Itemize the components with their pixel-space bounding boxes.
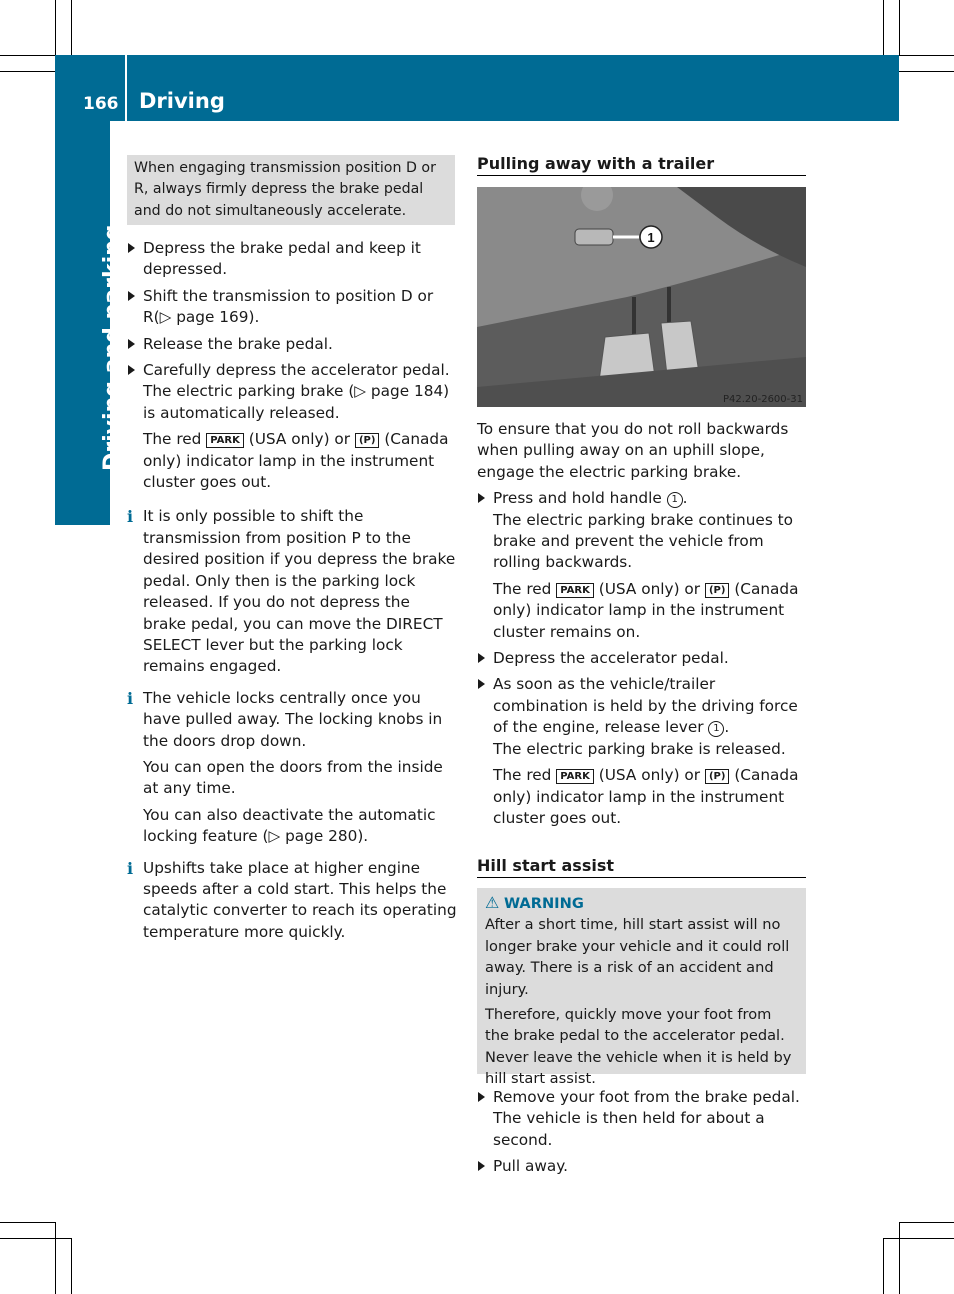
step-item: Remove your foot from the brake pedal. xyxy=(477,1087,808,1108)
parking-brake-lamp-icon: (P) xyxy=(355,433,379,448)
crop-mark xyxy=(883,0,884,55)
crop-mark xyxy=(71,0,72,55)
side-tab-label: Driving and parking xyxy=(100,224,125,471)
crop-mark xyxy=(883,1238,954,1239)
lamp-note: The red PARK (USA only) or (P) (Canada only) indicator lamp in the instrument cluster goes out. xyxy=(493,766,799,827)
step-item: Shift the transmission to position D or R(▷ page 169). xyxy=(127,286,457,329)
lamp-note: The red PARK (USA only) or (P) (Canada only) indicator lamp in the instrument cluster goes out. xyxy=(143,430,449,492)
callout-1-icon: 1 xyxy=(708,721,724,737)
bullet-arrow-icon xyxy=(478,493,485,503)
svg-text:1: 1 xyxy=(647,230,655,245)
lamp-note: The red PARK (USA only) or (P) (Canada only) indicator lamp in the instrument cluster remains on. xyxy=(493,579,799,641)
crop-mark xyxy=(0,1222,55,1223)
info-icon: i xyxy=(127,858,134,878)
crop-mark xyxy=(899,0,900,55)
info-note: i The vehicle locks centrally once you have pulled away. The locking knobs in the doors drop down. xyxy=(127,688,443,750)
callout-1-icon: 1 xyxy=(667,492,683,508)
step-item: Depress the accelerator pedal. xyxy=(477,648,808,669)
page-number: 166 xyxy=(83,94,119,114)
section-heading: Hill start assist xyxy=(477,855,806,878)
bullet-arrow-icon xyxy=(128,365,135,375)
crop-mark xyxy=(899,71,954,72)
info-note: i Upshifts take place at higher engine speeds after a cold start. This helps the catalytic converter to reach its operating temperature more quickly. xyxy=(127,858,457,941)
bullet-arrow-icon xyxy=(128,243,135,253)
page-title: Driving xyxy=(139,89,225,113)
crop-mark xyxy=(0,55,55,56)
crop-mark xyxy=(71,1238,72,1294)
park-lamp-icon: PARK xyxy=(556,769,594,784)
footwell-photo xyxy=(477,187,806,407)
intro-paragraph: To ensure that you do not roll backwards when pulling away on an uphill slope, engage the electric parking brake. xyxy=(477,420,789,481)
crop-mark xyxy=(0,71,55,72)
crop-mark xyxy=(899,55,954,56)
info-icon: i xyxy=(127,507,134,527)
parking-brake-lamp-icon: (P) xyxy=(705,769,729,784)
step-item: As soon as the vehicle/trailer combination is held by the driving force of the engine, release lever 1 . xyxy=(477,674,808,738)
crop-mark xyxy=(0,1238,71,1239)
step-item: Carefully depress the accelerator pedal. The electric parking brake (▷ page 184) is automatically released. xyxy=(127,360,457,424)
bullet-arrow-icon xyxy=(128,339,135,349)
right-column-bottom xyxy=(477,1087,808,1178)
warning-title: WARNING xyxy=(503,895,584,912)
caution-note-text: When engaging transmission position D or R, always firmly depress the brake pedal and do not simultaneously accelerate. xyxy=(134,160,436,219)
park-lamp-icon: PARK xyxy=(556,583,594,598)
step-item: Pull away. xyxy=(477,1156,808,1177)
crop-mark xyxy=(899,1222,954,1223)
section-heading: Pulling away with a trailer xyxy=(477,153,806,176)
bullet-arrow-icon xyxy=(478,679,485,689)
parking-brake-lamp-icon: (P) xyxy=(705,583,729,598)
info-icon: i xyxy=(127,688,134,708)
pedal-illustration xyxy=(477,187,806,407)
header-divider xyxy=(125,55,127,121)
warning-text: After a short time, hill start assist will no longer brake your vehicle and it could roll away. There is a risk of an accident and injury. xyxy=(485,916,790,998)
bullet-arrow-icon xyxy=(478,1092,485,1102)
step-item: Depress the brake pedal and keep it depressed. xyxy=(127,238,457,281)
caution-note xyxy=(127,155,455,225)
bullet-arrow-icon xyxy=(478,1161,485,1171)
info-paragraph: You can also deactivate the automatic locking feature (▷ page 280). xyxy=(143,805,436,846)
warning-icon: ⚠ xyxy=(485,893,500,912)
step-detail: The vehicle is then held for about a second. xyxy=(493,1109,765,1149)
warning-text: Therefore, quickly move your foot from the brake pedal to the accelerator pedal. Never leave the vehicle when it is held by hill start assist. xyxy=(485,1006,792,1088)
bullet-arrow-icon xyxy=(128,291,135,301)
figure-code: P42.20-2600-31 xyxy=(722,394,803,405)
park-lamp-icon: PARK xyxy=(206,433,244,448)
step-item: Release the brake pedal. xyxy=(127,334,457,355)
bullet-arrow-icon xyxy=(478,653,485,663)
warning-box xyxy=(477,888,806,1088)
info-paragraph: You can open the doors from the inside at any time. xyxy=(143,757,443,798)
step-detail: The electric parking brake is released. xyxy=(493,739,786,758)
crop-mark xyxy=(899,1222,900,1294)
crop-mark xyxy=(883,1238,884,1294)
step-detail: The electric parking brake continues to brake and prevent the vehicle from rolling backwards. xyxy=(493,510,794,572)
info-note: i It is only possible to shift the transmission from position P to the desired position if you depress the brake pedal. Only then is the parking lock released. If you do not depress the brake pedal, you can move the DIRECT SELECT lever but the parking lock remains engaged. xyxy=(127,507,456,676)
step-item: Press and hold handle 1 . xyxy=(477,488,808,509)
left-column xyxy=(127,238,457,943)
right-column xyxy=(477,419,808,829)
crop-mark xyxy=(55,1222,56,1294)
crop-mark xyxy=(55,0,56,55)
